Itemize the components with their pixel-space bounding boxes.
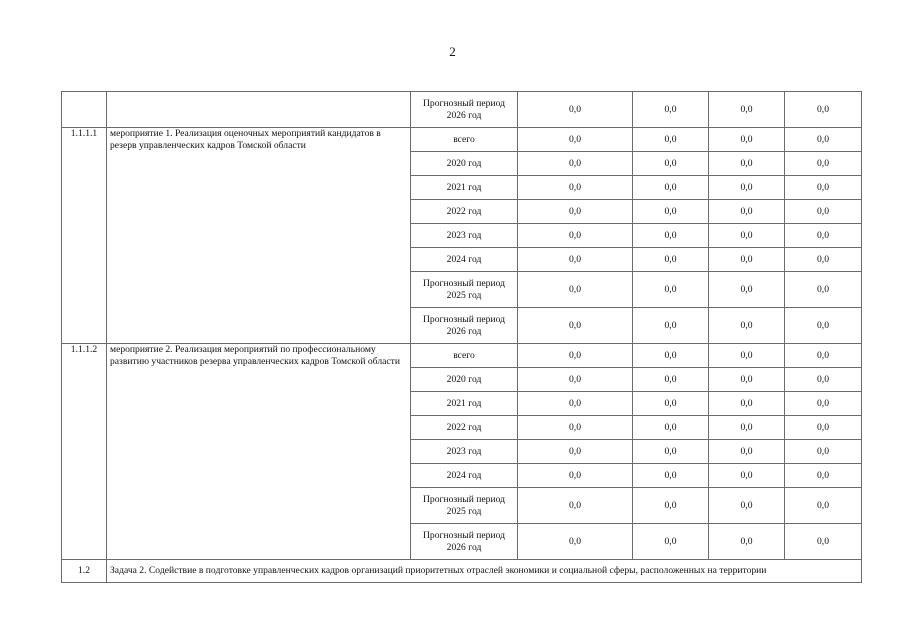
- value-cell: 0,0: [785, 248, 862, 272]
- value-cell: 0,0: [518, 200, 633, 224]
- measure-name: мероприятие 1. Реализация оценочных мероприятий кандидатов в резерв управленческих кадров Томской области: [107, 128, 411, 344]
- period-label: 2022 год: [411, 200, 518, 224]
- period-label: Прогнозный период 2025 год: [411, 488, 518, 524]
- value-cell: 0,0: [785, 464, 862, 488]
- table-row: [62, 92, 862, 128]
- value-cell: 0,0: [785, 272, 862, 308]
- period-label: 2024 год: [411, 464, 518, 488]
- period-label: 2021 год: [411, 392, 518, 416]
- period-label: 2022 год: [411, 416, 518, 440]
- task-row: [62, 560, 862, 583]
- period-label: 2023 год: [411, 440, 518, 464]
- period-label: Прогнозный период 2026 год: [411, 308, 518, 344]
- value-cell: 0,0: [633, 392, 709, 416]
- value-cell: 0,0: [518, 308, 633, 344]
- period-label: 2021 год: [411, 176, 518, 200]
- budget-table: [61, 91, 862, 583]
- value-cell: 0,0: [518, 368, 633, 392]
- value-cell: 0,0: [518, 488, 633, 524]
- value-cell: 0,0: [633, 200, 709, 224]
- measure-code: [62, 92, 107, 128]
- value-cell: 0,0: [709, 488, 785, 524]
- value-cell: 0,0: [633, 308, 709, 344]
- value-cell: 0,0: [709, 200, 785, 224]
- value-cell: 0,0: [709, 368, 785, 392]
- value-cell: 0,0: [518, 524, 633, 560]
- measure-code: 1.1.1.1: [62, 128, 107, 344]
- value-cell: 0,0: [633, 464, 709, 488]
- value-cell: 0,0: [518, 152, 633, 176]
- period-label: всего: [411, 128, 518, 152]
- value-cell: 0,0: [785, 440, 862, 464]
- value-cell: 0,0: [709, 344, 785, 368]
- value-cell: 0,0: [785, 152, 862, 176]
- period-label: 2024 год: [411, 248, 518, 272]
- value-cell: 0,0: [709, 92, 785, 128]
- value-cell: 0,0: [709, 272, 785, 308]
- value-cell: 0,0: [518, 464, 633, 488]
- period-label: 2023 год: [411, 224, 518, 248]
- period-label: 2020 год: [411, 152, 518, 176]
- value-cell: 0,0: [709, 392, 785, 416]
- value-cell: 0,0: [633, 272, 709, 308]
- period-label: Прогнозный период 2026 год: [411, 524, 518, 560]
- value-cell: 0,0: [709, 224, 785, 248]
- value-cell: 0,0: [785, 392, 862, 416]
- value-cell: 0,0: [785, 128, 862, 152]
- value-cell: 0,0: [785, 416, 862, 440]
- value-cell: 0,0: [518, 272, 633, 308]
- value-cell: 0,0: [709, 440, 785, 464]
- value-cell: 0,0: [518, 392, 633, 416]
- value-cell: 0,0: [633, 524, 709, 560]
- value-cell: 0,0: [518, 416, 633, 440]
- value-cell: 0,0: [709, 176, 785, 200]
- value-cell: 0,0: [633, 92, 709, 128]
- value-cell: 0,0: [785, 524, 862, 560]
- task-text: Задача 2. Содействие в подготовке управленческих кадров организаций приоритетных отраслей экономики и социальной сферы, расположенных на территории: [107, 560, 862, 583]
- table-row: [62, 128, 862, 152]
- value-cell: 0,0: [518, 440, 633, 464]
- value-cell: 0,0: [785, 368, 862, 392]
- value-cell: 0,0: [633, 488, 709, 524]
- value-cell: 0,0: [785, 92, 862, 128]
- value-cell: 0,0: [709, 524, 785, 560]
- period-label: всего: [411, 344, 518, 368]
- value-cell: 0,0: [709, 248, 785, 272]
- value-cell: 0,0: [785, 308, 862, 344]
- value-cell: 0,0: [785, 344, 862, 368]
- value-cell: 0,0: [633, 440, 709, 464]
- value-cell: 0,0: [518, 92, 633, 128]
- value-cell: 0,0: [633, 368, 709, 392]
- value-cell: 0,0: [633, 344, 709, 368]
- value-cell: 0,0: [785, 224, 862, 248]
- value-cell: 0,0: [785, 176, 862, 200]
- measure-name: [107, 92, 411, 128]
- value-cell: 0,0: [633, 176, 709, 200]
- value-cell: 0,0: [633, 248, 709, 272]
- value-cell: 0,0: [633, 224, 709, 248]
- value-cell: 0,0: [518, 128, 633, 152]
- period-label: Прогнозный период 2026 год: [411, 92, 518, 128]
- value-cell: 0,0: [709, 464, 785, 488]
- value-cell: 0,0: [785, 488, 862, 524]
- value-cell: 0,0: [518, 224, 633, 248]
- period-label: Прогнозный период 2025 год: [411, 272, 518, 308]
- measure-code: 1.1.1.2: [62, 344, 107, 560]
- period-label: 2020 год: [411, 368, 518, 392]
- value-cell: 0,0: [518, 344, 633, 368]
- value-cell: 0,0: [709, 152, 785, 176]
- value-cell: 0,0: [785, 200, 862, 224]
- value-cell: 0,0: [709, 416, 785, 440]
- value-cell: 0,0: [633, 128, 709, 152]
- value-cell: 0,0: [633, 152, 709, 176]
- value-cell: 0,0: [709, 308, 785, 344]
- table-body: [62, 92, 862, 583]
- page-number: 2: [449, 44, 456, 59]
- table-row: [62, 344, 862, 368]
- value-cell: 0,0: [633, 416, 709, 440]
- value-cell: 0,0: [518, 248, 633, 272]
- measure-name: мероприятие 2. Реализация мероприятий по профессиональному развитию участников резерва управленческих кадров Томской области: [107, 344, 411, 560]
- value-cell: 0,0: [518, 176, 633, 200]
- task-code: 1.2: [62, 560, 107, 583]
- value-cell: 0,0: [709, 128, 785, 152]
